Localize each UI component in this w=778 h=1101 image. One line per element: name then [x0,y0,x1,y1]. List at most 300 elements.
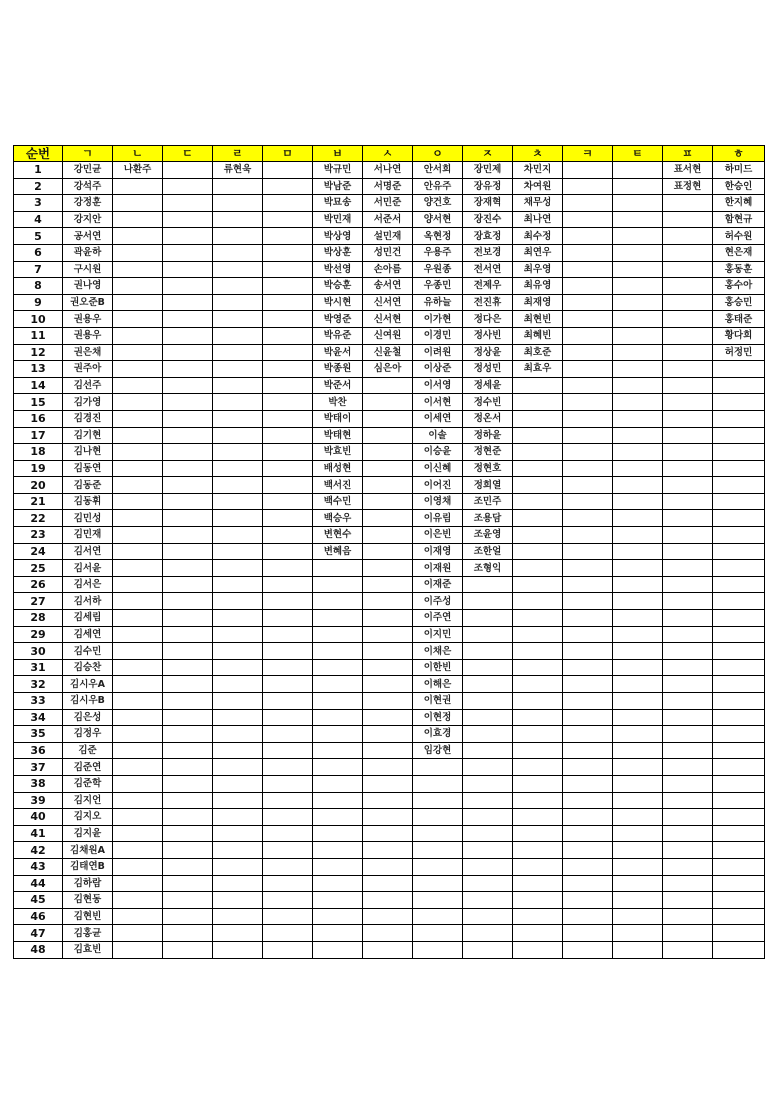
name-cell [163,477,213,494]
name-cell [613,892,663,909]
table-row [14,410,765,427]
name-cell [663,410,713,427]
name-cell [713,410,765,427]
name-cell [213,809,263,826]
row-number-cell: 18 [14,444,63,461]
name-cell: 황다희 [713,327,765,344]
table-row [14,527,765,544]
name-cell [713,726,765,743]
name-cell [513,825,563,842]
name-cell [463,626,513,643]
name-cell [563,643,613,660]
name-cell [613,477,663,494]
name-cell [213,576,263,593]
name-cell: 최나연 [513,211,563,228]
name-cell [613,643,663,660]
name-cell: 신여원 [363,327,413,344]
row-number-cell: 7 [14,261,63,278]
name-cell: 유하늘 [413,294,463,311]
name-cell [263,659,313,676]
name-cell [263,825,313,842]
name-cell [563,576,613,593]
name-cell [113,925,163,942]
name-cell [313,925,363,942]
name-cell: 김효빈 [63,941,113,958]
name-cell [663,510,713,527]
name-cell [163,327,213,344]
name-cell [213,742,263,759]
name-cell [163,278,213,295]
name-cell [613,543,663,560]
name-cell [463,858,513,875]
name-cell [663,444,713,461]
name-cell [213,593,263,610]
name-cell [563,842,613,859]
name-cell [163,427,213,444]
table-row [14,178,765,195]
name-cell [563,560,613,577]
row-number-cell: 47 [14,925,63,942]
name-cell [113,576,163,593]
name-cell [413,759,463,776]
name-cell [113,510,163,527]
name-cell [163,576,213,593]
table-row [14,908,765,925]
name-cell: 이한빈 [413,659,463,676]
name-cell [613,659,663,676]
name-cell [563,610,613,627]
name-cell [413,858,463,875]
table-row [14,294,765,311]
name-cell: 박시현 [313,294,363,311]
row-number-cell: 38 [14,775,63,792]
name-cell: 권용우 [63,311,113,328]
name-cell [213,394,263,411]
name-cell: 박윤서 [313,344,363,361]
name-cell [663,211,713,228]
name-cell [613,427,663,444]
name-cell [563,626,613,643]
name-cell [263,327,313,344]
name-cell [713,775,765,792]
name-cell: 박효빈 [313,444,363,461]
header-cell-initial: ㅂ [313,146,363,162]
name-cell [363,759,413,776]
name-cell [313,659,363,676]
name-cell: 정상윤 [463,344,513,361]
name-cell [213,178,263,195]
name-cell: 이솔 [413,427,463,444]
name-cell [163,377,213,394]
name-cell [663,560,713,577]
name-cell [563,410,613,427]
name-cell [163,908,213,925]
name-cell [713,875,765,892]
name-cell [613,493,663,510]
name-cell [163,344,213,361]
name-cell: 성민건 [363,244,413,261]
name-cell [713,842,765,859]
row-number-cell: 28 [14,610,63,627]
table-row [14,444,765,461]
name-cell [363,543,413,560]
name-cell [363,875,413,892]
name-cell [663,327,713,344]
name-cell [613,593,663,610]
name-cell [613,444,663,461]
name-cell: 박남준 [313,178,363,195]
name-cell: 박유준 [313,327,363,344]
row-number-cell: 14 [14,377,63,394]
name-cell: 하미드 [713,162,765,179]
name-cell [213,228,263,245]
row-number-cell: 48 [14,941,63,958]
name-cell [613,278,663,295]
name-cell [613,842,663,859]
table-row [14,726,765,743]
name-cell [313,792,363,809]
name-cell [113,593,163,610]
name-cell [613,294,663,311]
name-cell: 정수빈 [463,394,513,411]
header-cell-initial: ㅎ [713,146,765,162]
name-cell [313,759,363,776]
name-cell [163,444,213,461]
name-cell [663,377,713,394]
name-cell [263,759,313,776]
name-cell: 정온서 [463,410,513,427]
name-cell [513,377,563,394]
name-cell [263,792,313,809]
row-number-cell: 10 [14,311,63,328]
row-number-cell: 6 [14,244,63,261]
name-cell [513,925,563,942]
name-cell: 홍태준 [713,311,765,328]
name-cell [463,742,513,759]
name-cell [713,908,765,925]
name-cell [363,560,413,577]
name-cell [313,726,363,743]
name-cell: 강지안 [63,211,113,228]
name-cell: 최호준 [513,344,563,361]
name-cell [213,460,263,477]
name-cell [713,742,765,759]
name-cell: 서명준 [363,178,413,195]
name-cell: 김지언 [63,792,113,809]
name-cell [363,659,413,676]
name-cell: 김채원A [63,842,113,859]
name-cell: 강석주 [63,178,113,195]
name-cell [163,228,213,245]
name-cell [663,195,713,212]
name-cell [563,311,613,328]
name-cell: 박묘송 [313,195,363,212]
name-cell [113,493,163,510]
name-cell [113,643,163,660]
name-cell [113,759,163,776]
name-cell [463,925,513,942]
table-row [14,825,765,842]
name-cell [563,709,613,726]
row-number-cell: 42 [14,842,63,859]
name-cell [513,493,563,510]
name-cell [363,858,413,875]
row-number-cell: 21 [14,493,63,510]
name-cell [663,659,713,676]
name-cell [313,576,363,593]
table-row [14,427,765,444]
name-cell [513,775,563,792]
name-cell: 조한얼 [463,543,513,560]
row-number-cell: 15 [14,394,63,411]
name-cell [563,759,613,776]
header-cell-initial: ㄹ [213,146,263,162]
name-cell [163,178,213,195]
name-cell: 박선영 [313,261,363,278]
name-cell: 송서연 [363,278,413,295]
name-cell [163,759,213,776]
name-cell [713,576,765,593]
row-number-cell: 5 [14,228,63,245]
name-cell [613,908,663,925]
name-cell [363,427,413,444]
name-cell [313,593,363,610]
name-cell: 우원종 [413,261,463,278]
name-cell: 신윤철 [363,344,413,361]
name-cell [213,261,263,278]
row-number-cell: 44 [14,875,63,892]
name-cell: 권용우 [63,327,113,344]
name-cell [313,693,363,710]
name-cell [513,610,563,627]
table-row [14,361,765,378]
name-cell [663,228,713,245]
name-cell [113,344,163,361]
name-cell: 이상준 [413,361,463,378]
name-cell: 이신혜 [413,460,463,477]
name-cell: 이은빈 [413,527,463,544]
name-cell: 김정우 [63,726,113,743]
name-cell: 김준학 [63,775,113,792]
name-cell [663,875,713,892]
name-cell [663,775,713,792]
name-cell [363,510,413,527]
name-cell [263,195,313,212]
name-cell [663,361,713,378]
name-cell [413,792,463,809]
name-cell: 최혜빈 [513,327,563,344]
name-cell [213,825,263,842]
name-cell [463,643,513,660]
name-cell [563,925,613,942]
name-cell [363,809,413,826]
name-cell: 김지윤 [63,825,113,842]
name-cell [663,278,713,295]
name-cell: 백수민 [313,493,363,510]
row-number-cell: 41 [14,825,63,842]
name-cell [513,892,563,909]
name-cell [363,394,413,411]
name-cell [263,444,313,461]
name-cell [663,925,713,942]
name-cell [113,244,163,261]
name-cell [513,858,563,875]
name-cell: 변현수 [313,527,363,544]
name-cell [463,825,513,842]
name-cell [613,361,663,378]
name-cell: 조형익 [463,560,513,577]
name-cell [463,809,513,826]
name-cell [213,693,263,710]
name-cell [263,178,313,195]
name-cell [163,941,213,958]
name-cell [263,261,313,278]
name-cell [613,311,663,328]
name-cell [563,211,613,228]
name-cell [363,377,413,394]
name-cell [113,543,163,560]
name-cell [413,842,463,859]
name-cell [113,560,163,577]
name-cell [363,726,413,743]
name-cell [513,875,563,892]
name-cell [513,693,563,710]
name-cell [213,211,263,228]
name-cell [213,427,263,444]
name-cell [363,410,413,427]
table-row [14,892,765,909]
header-cell-initial: ㅈ [463,146,513,162]
name-cell [263,477,313,494]
header-cell-initial: ㅇ [413,146,463,162]
name-cell [213,444,263,461]
name-cell [663,427,713,444]
name-cell [663,576,713,593]
name-cell [313,875,363,892]
name-cell: 장진수 [463,211,513,228]
name-cell [263,892,313,909]
name-cell [263,278,313,295]
table-row [14,211,765,228]
name-cell [113,195,163,212]
name-cell [163,676,213,693]
name-cell [263,410,313,427]
name-cell: 설민재 [363,228,413,245]
name-cell: 전진휴 [463,294,513,311]
name-cell [313,842,363,859]
row-number-cell: 29 [14,626,63,643]
table-row [14,775,765,792]
name-cell [563,195,613,212]
name-cell [113,261,163,278]
name-cell [113,377,163,394]
name-cell [113,278,163,295]
name-cell [663,394,713,411]
name-cell: 정성민 [463,361,513,378]
name-cell [663,261,713,278]
name-cell [613,809,663,826]
name-cell [613,228,663,245]
name-cell [163,311,213,328]
name-cell: 안서희 [413,162,463,179]
name-cell: 박상영 [313,228,363,245]
name-cell [163,875,213,892]
name-cell [713,825,765,842]
table-row [14,510,765,527]
name-cell: 김서연 [63,543,113,560]
name-cell: 서준서 [363,211,413,228]
name-cell: 류현욱 [213,162,263,179]
name-cell [663,344,713,361]
name-cell [113,178,163,195]
name-cell [463,576,513,593]
name-cell [513,427,563,444]
table-row [14,709,765,726]
name-cell [263,775,313,792]
name-cell [113,875,163,892]
name-cell [563,394,613,411]
name-cell [513,410,563,427]
name-cell [713,858,765,875]
name-cell [663,693,713,710]
table-row [14,792,765,809]
name-cell [213,560,263,577]
name-cell [563,162,613,179]
name-cell [163,527,213,544]
name-cell [513,527,563,544]
name-cell: 김현빈 [63,908,113,925]
name-cell [213,858,263,875]
name-cell [513,576,563,593]
name-cell [113,775,163,792]
name-cell [363,676,413,693]
name-cell [513,444,563,461]
name-cell [513,742,563,759]
name-cell [713,759,765,776]
row-number-cell: 1 [14,162,63,179]
name-cell [263,809,313,826]
name-cell [263,527,313,544]
name-cell [563,543,613,560]
name-cell [613,610,663,627]
name-cell [513,477,563,494]
name-cell [613,410,663,427]
name-cell [113,858,163,875]
row-number-cell: 2 [14,178,63,195]
name-cell [613,742,663,759]
name-cell [213,294,263,311]
name-cell [263,244,313,261]
name-cell [263,576,313,593]
name-cell [563,676,613,693]
name-cell [613,576,663,593]
name-cell [513,792,563,809]
name-cell [213,195,263,212]
name-cell [413,809,463,826]
name-cell: 박규민 [313,162,363,179]
name-cell [463,908,513,925]
name-cell: 김세연 [63,626,113,643]
name-cell [263,493,313,510]
table-row [14,593,765,610]
name-cell [513,676,563,693]
name-cell [163,626,213,643]
name-cell [113,825,163,842]
name-cell [213,543,263,560]
header-row [14,146,765,162]
name-cell [613,941,663,958]
name-cell [263,610,313,627]
